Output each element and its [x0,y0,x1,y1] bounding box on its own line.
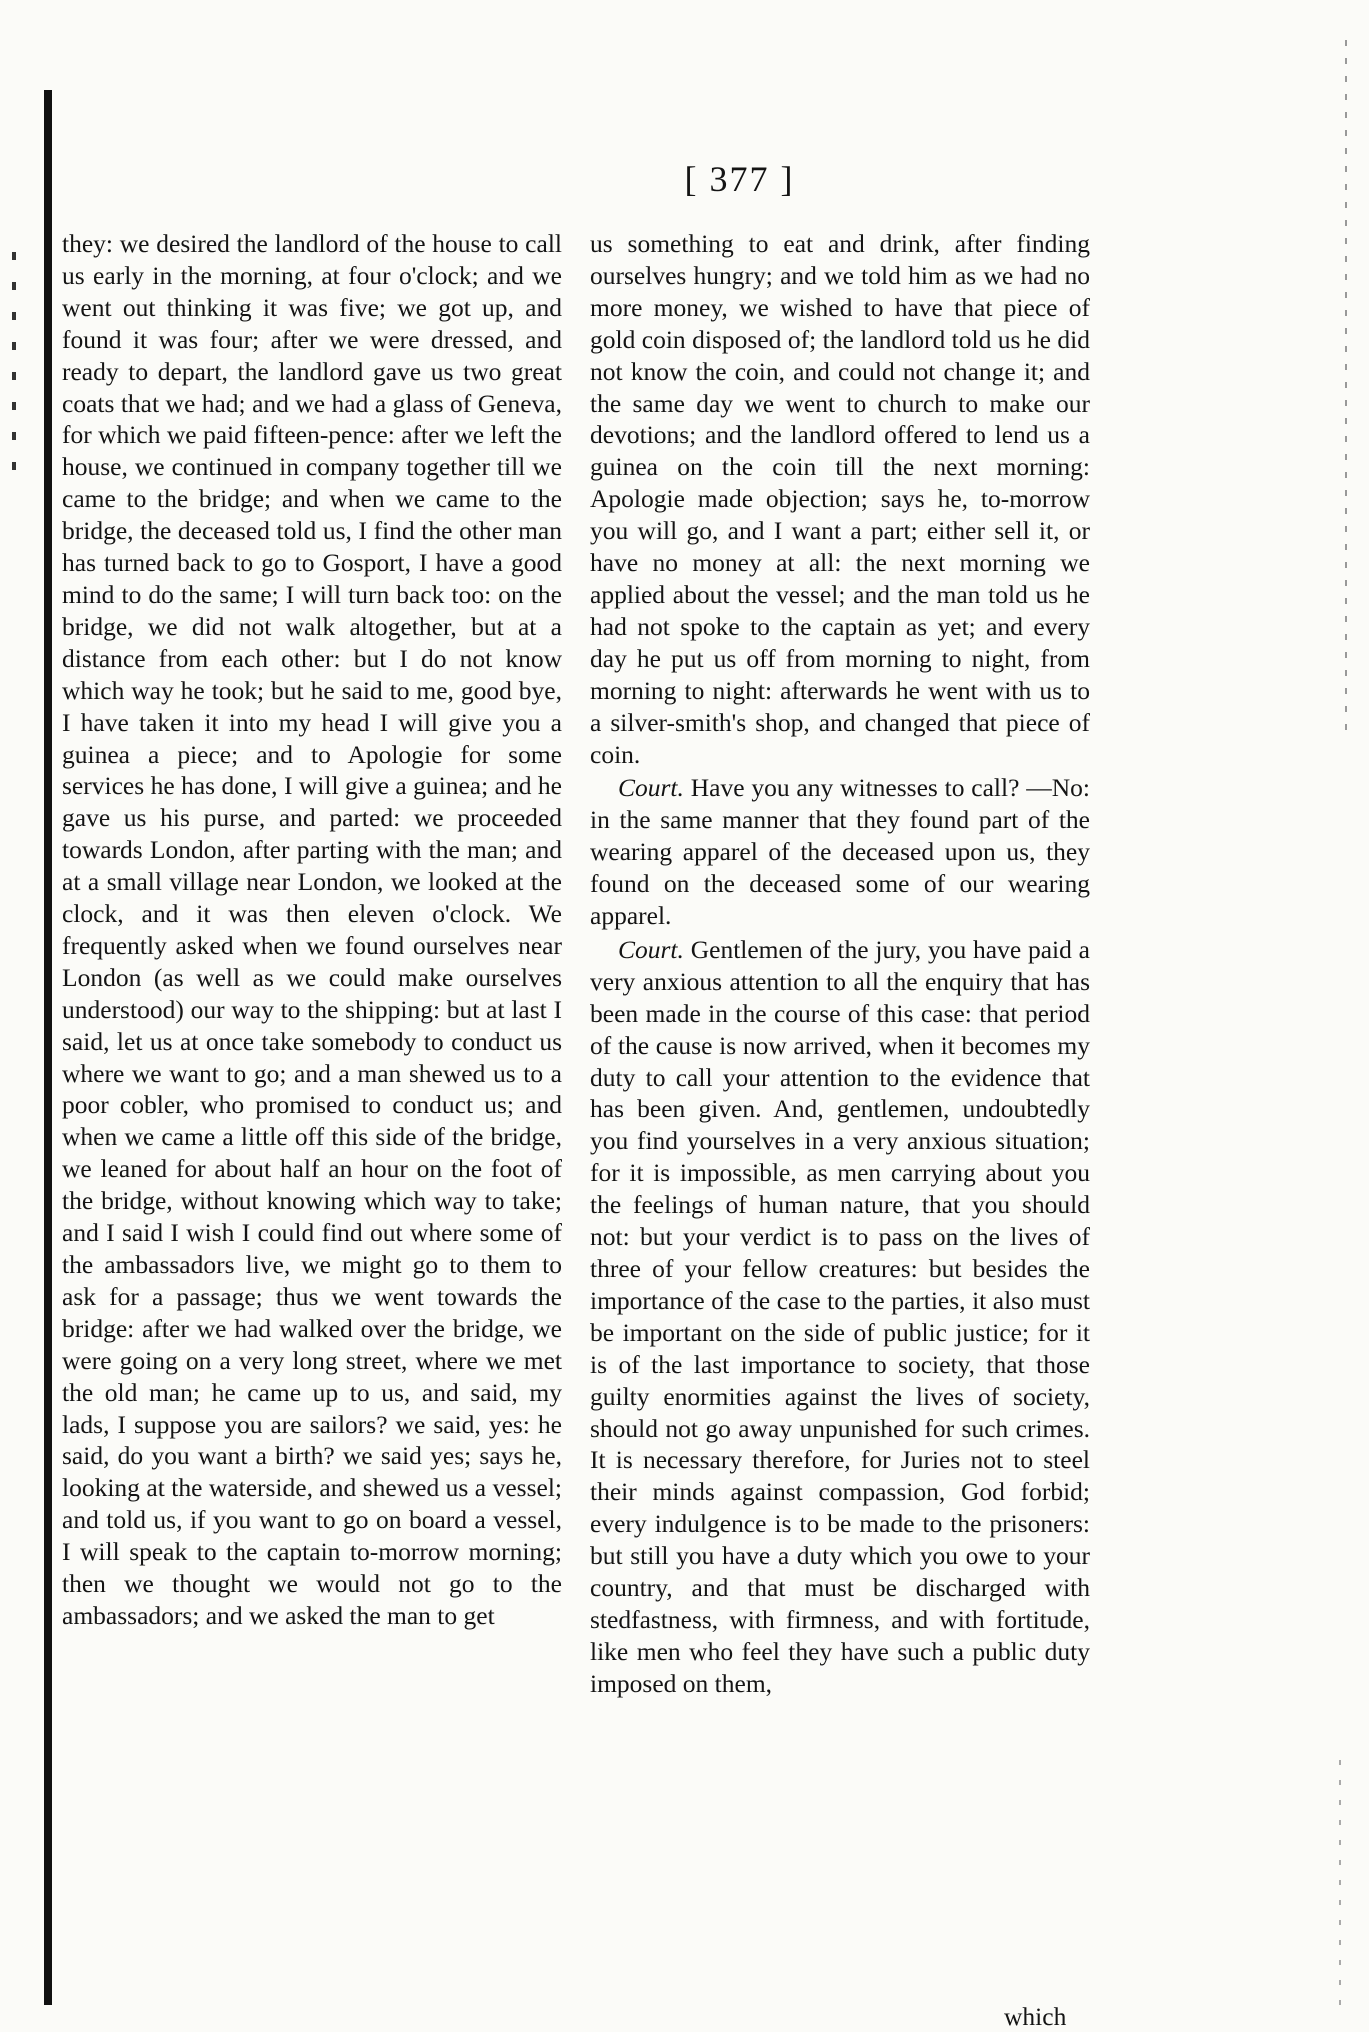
right-paragraph-2 [590,772,1090,932]
right-paragraph-3 [590,934,1090,1700]
speaker-label: Court. [618,934,684,964]
page-edge-marks-lower [1339,1760,1341,2020]
left-column [62,228,562,1632]
page-edge-marks [1345,40,1347,740]
page-number-header: [ 377 ] [684,159,795,199]
catchword: which [1004,2002,1067,2031]
paragraph-text: Have you any witnesses to call? —No: in the same manner that they found part of the wearing apparel of the deceased upon us, they found on the deceased some of our wearing apparel. [590,773,1090,931]
left-column-text: they: we desired the landlord of the house to call us early in the morning, at four o'clock; and we went out thinking it was five; we got up, and found it was four; after we were dressed, and ready to depart, the landlord gave us two great coats that we had; and we had a glass of Geneva, for which we paid fifteen-pence: after we left the house, we continued in company together till we came to the bridge; and when we came to the bridge, the deceased told us, I find the other man has turned back to go to Gosport, I have a good mind to do the same; I will turn back too: on the bridge, we did not walk altogether, but at a distance from each other: but I do not know which way he took; but he said to me, good bye, I have taken it into my head I will give you a guinea a piece; and to Apologie for some services he has done, I will give a guinea; and he gave us his purse, and parted: we proceeded towards London, after parting with the man; and at a small village near London, we looked at the clock, and it was then eleven o'clock. We frequently asked when we found ourselves near London (as well as we could make ourselves understood) our way to the shipping: but at last I said, let us at once take somebody to conduct us where we want to go; and a man shewed us to a poor cobler, who promised to conduct us; and when we came a little off this side of the bridge, we leaned for about half an hour on the foot of the bridge, without knowing which way to take; and I said I wish I could find out where some of the ambassadors live, we might go to them to ask for a passage; thus we went towards the bridge: after we had walked over the bridge, we were going on a very long street, where we met the old man; he came up to us, and said, my lads, I suppose you are sailors? we said, yes: he said, do you want a birth? we said yes; says he, looking at the waterside, and shewed us a vessel; and told us, if you want to go on board a vessel, I will speak to the captain to-morrow morning; then we thought we would not go to the ambassadors; and we asked the man to get [62,229,562,1630]
binding-edge [44,90,52,2005]
paragraph-text: Gentlemen of the jury, you have paid a very anxious attention to all the enquiry that has been made in the course of this case: that period of the cause is now arrived, when it becomes my duty to call your attention to the evidence that has been given. And, gentlemen, undoubtedly you find yourselves in a very anxious situation; for it is impossible, as men carrying about you the feelings of human nature, that you should not: but your verdict is to pass on the lives of three of your fellow creatures: but besides the importance of the case to the parties, it also must be important on the side of public justice; for it is of the last importance to society, that those guilty enormities against the lives of society, should not go away unpunished for such crimes. It is necessary therefore, for Juries not to steel their minds against compassion, God forbid; every indulgence is to be made to the prisoners: but still you have a duty which you owe to your country, and that must be discharged with stedfastness, with firmness, and with fortitude, like men who feel they have such a public duty imposed on them, [590,934,1090,1698]
speaker-label: Court. [618,773,684,803]
right-paragraph-1: us something to eat and drink, after finding ourselves hungry; and we told him as we had no more money, we wished to have that piece of gold coin disposed of; the landlord told us he did not know the coin, and could not change it; and the same day we went to church to make our devotions; and the landlord offered to lend us a guinea on the coin till the next morning: Apologie made objection; says he, to-morrow you will go, and I want a part; either sell it, or have no money at all: the next morning we applied about the vessel; and the man told us he had not spoke to the captain as yet; and every day he put us off from morning to night, from morning to night: afterwards he went with us to a silver-smith's shop, and changed that piece of coin. [590,229,1090,769]
margin-marks [10,230,22,470]
right-column [590,228,1090,1700]
